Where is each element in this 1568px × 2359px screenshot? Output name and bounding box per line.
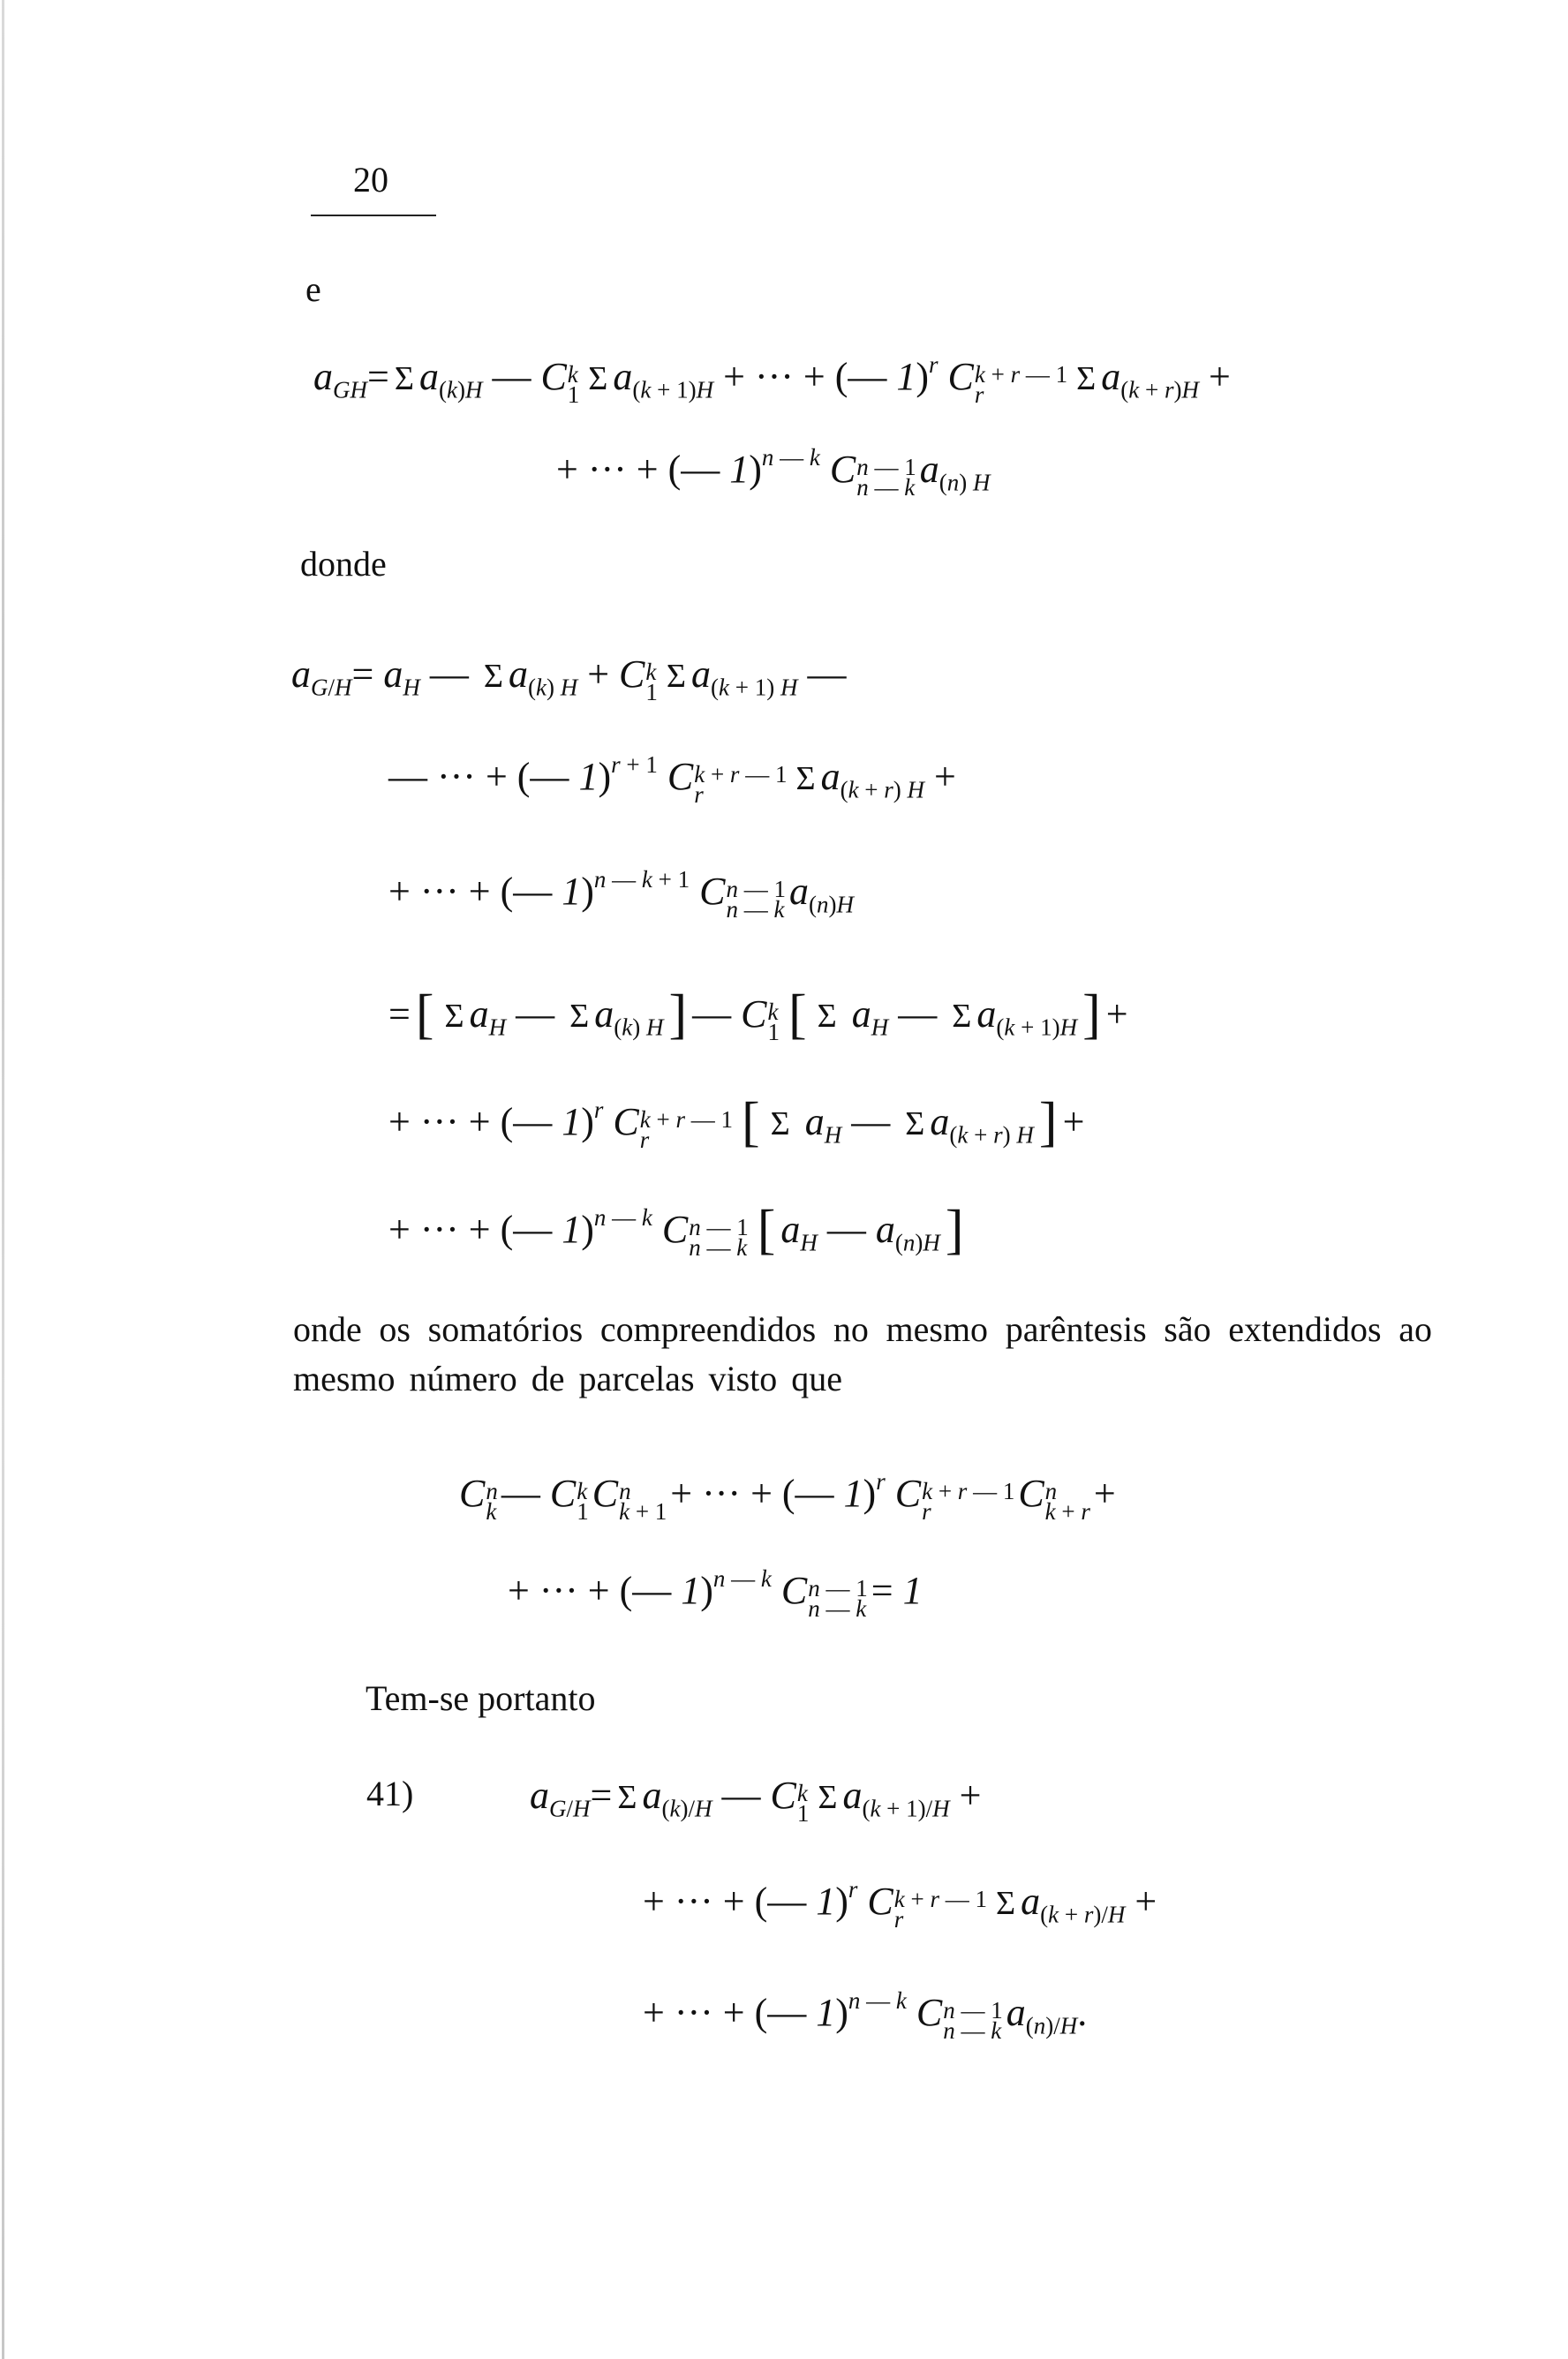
word-donde: donde xyxy=(300,544,387,584)
equation-3-line-2: + ··· + (— 1)$^{n — k}$ C n — 1 n — k = 1 xyxy=(508,1565,923,1622)
page-number: 20 xyxy=(353,160,388,200)
equation-2-line-2: — ··· + (— 1)$^{r + 1}$ C k + r — 1 r Σ $a_{(k + r) H}$ + xyxy=(388,751,956,808)
equation-2-line-6: + ··· + (— 1)$^{n — k}$ C n — 1 n — k [ $a_H$ — $a_{(n)H}$] xyxy=(388,1200,964,1261)
equation-2-line-3: + ··· + (— 1)$^{n — k + 1}$ C n — 1 n — k $a_{(n)H}$ xyxy=(388,866,854,923)
equation-number: 41) xyxy=(366,1774,414,1813)
tem-se-portanto: Tem-se portanto xyxy=(366,1678,596,1718)
page-edge xyxy=(2,0,4,2359)
equation-3-line-1: C n k — C k 1 C n k + 1 + ··· + (— 1)$^r$ C k + r — 1 r C n k + r + xyxy=(459,1468,1116,1525)
equation-2-line-5: + ··· + (— 1)$^r$ C k + r — 1 r [ Σ $a_H$ — Σ $a_{(k + r) H}$] + xyxy=(388,1092,1085,1153)
paragraph-text: onde os somatórios compreendidos no mesmo parêntesis são extendidos ao mesmo número de parcelas visto que xyxy=(293,1309,1432,1398)
equation-1-line-2: + ··· + (— 1)$^{n — k}$ C n — 1 n — k $a_{(n) H}$ xyxy=(556,444,991,501)
equation-41-line-3: + ··· + (— 1)$^{n — k}$ C n — 1 n — k $a_{(n)/H}$. xyxy=(643,1987,1088,2044)
equation-2-line-1: $a_{G/H}= a_H$ — Σ $a_{(k) H} + C$ k 1 Σ $a_{(k + 1) H}$ — xyxy=(291,652,847,705)
word-e: e xyxy=(305,269,321,309)
equation-2-line-4: =[ Σ $a_H$ — Σ $a_{(k) H}$] — C k 1 [ Σ $a_H$ — Σ $a_{(k + 1)H}$] + xyxy=(388,984,1128,1045)
page-number-rule xyxy=(311,215,436,216)
equation-1-line-1: $a_{GH}= \Sigma$ $a_{(k)H}$ — C k 1 Σ $a_{(k + 1)H}$ + ··· + (— 1)$^r$ C k + r — 1 r Σ $a_{(k + r)H}$ + xyxy=(313,351,1231,408)
equation-41-line-1: $a_{G/H}= \Sigma$ $a_{(k)/H}$ — C k 1 Σ $a_{(k + 1)/H}$ + xyxy=(530,1774,982,1827)
equation-41-line-2: + ··· + (— 1)$^r$ C k + r — 1 r Σ $a_{(k + r)/H}$ + xyxy=(643,1876,1157,1933)
